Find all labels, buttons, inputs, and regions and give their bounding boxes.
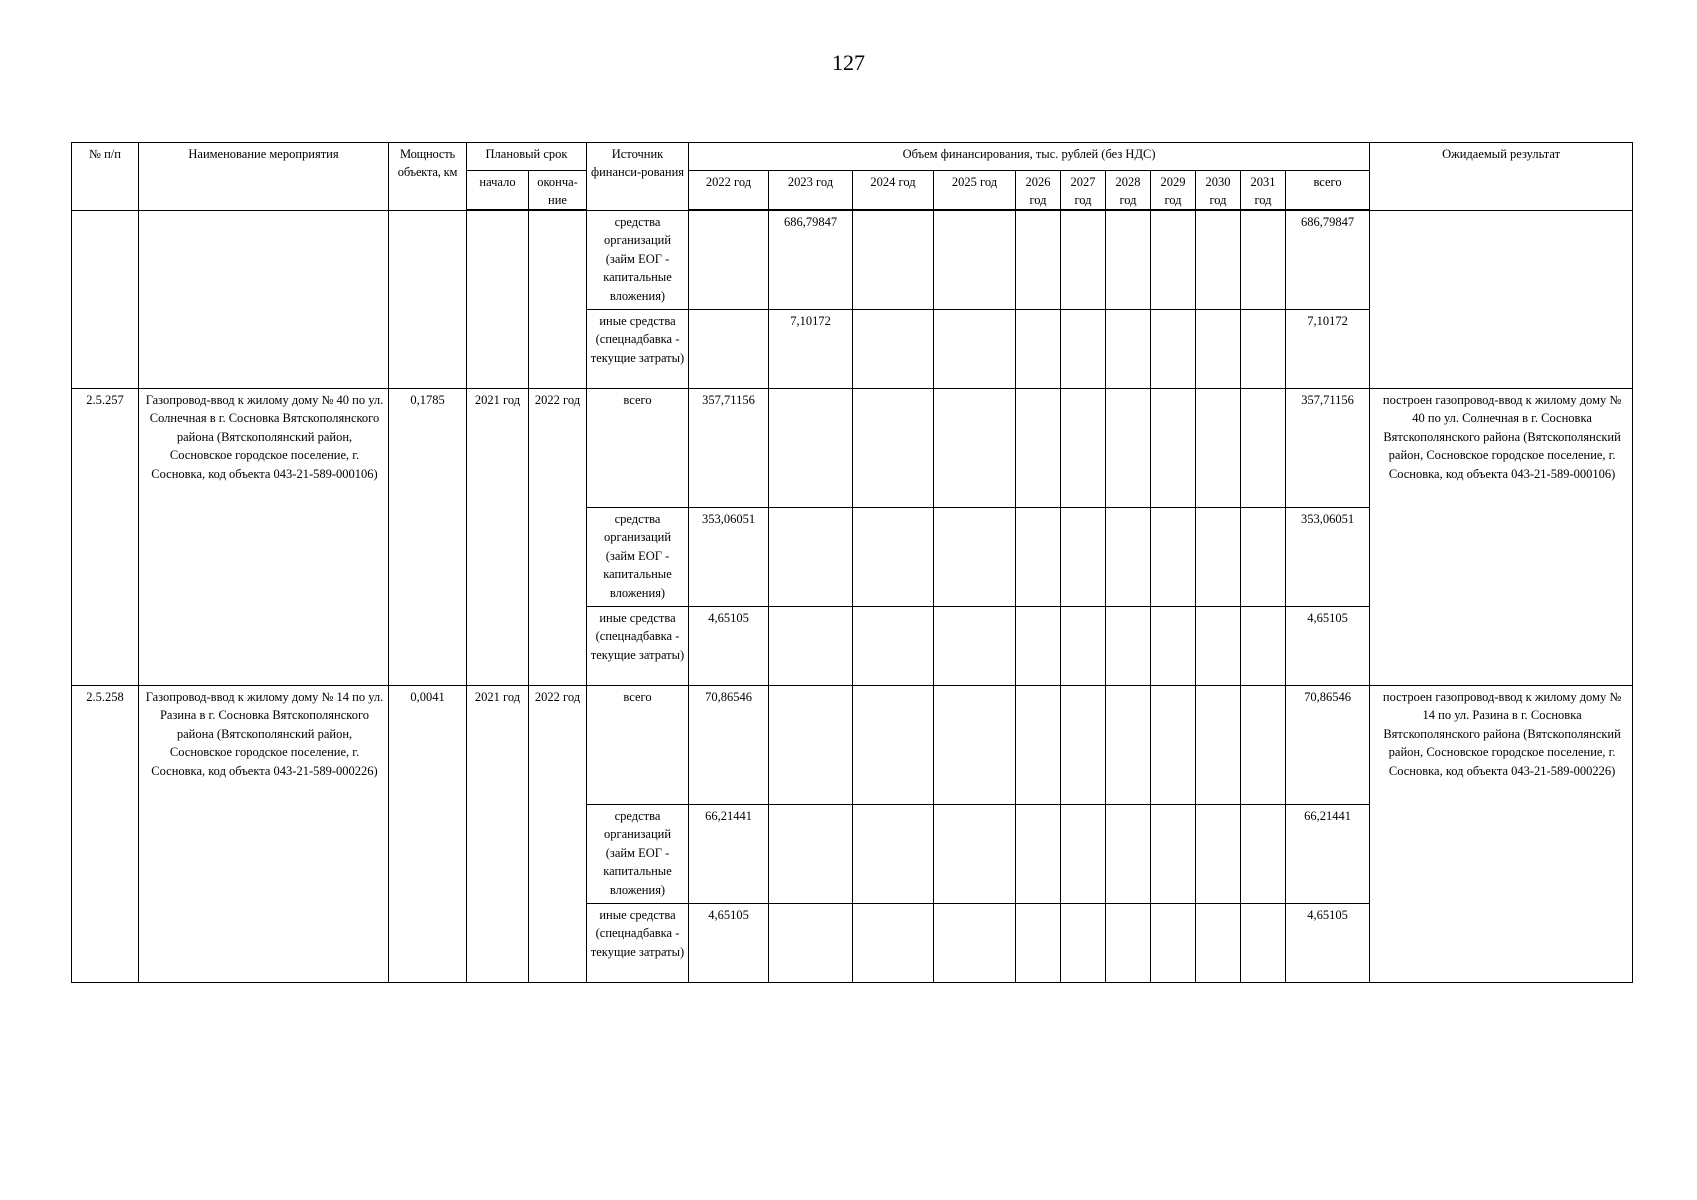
cell-name bbox=[139, 210, 389, 388]
cell-source: средства организаций (займ ЕОГ - капитальные вложения) bbox=[587, 210, 689, 309]
table-row bbox=[72, 388, 1633, 507]
cell-result bbox=[1370, 210, 1633, 388]
cell-value bbox=[1241, 606, 1286, 685]
cell-value: 4,65105 bbox=[689, 903, 769, 982]
cell-value: 686,79847 bbox=[769, 210, 853, 309]
cell-num bbox=[72, 210, 139, 388]
cell-value bbox=[1061, 388, 1106, 507]
cell-value bbox=[1106, 685, 1151, 804]
cell-value bbox=[1106, 210, 1151, 309]
financing-table bbox=[71, 142, 1633, 983]
cell-source: средства организаций (займ ЕОГ - капитальные вложения) bbox=[587, 507, 689, 606]
header-year: 2030 год bbox=[1196, 171, 1241, 211]
cell-value bbox=[1061, 804, 1106, 903]
cell-value bbox=[1061, 903, 1106, 982]
cell-capacity: 0,1785 bbox=[389, 388, 467, 685]
cell-value bbox=[853, 804, 934, 903]
cell-value bbox=[1241, 388, 1286, 507]
cell-value: 357,71156 bbox=[689, 388, 769, 507]
cell-value bbox=[1241, 685, 1286, 804]
cell-value bbox=[689, 210, 769, 309]
cell-value bbox=[689, 309, 769, 388]
cell-source: иные средства (спецнадбавка - текущие затраты) bbox=[587, 903, 689, 982]
cell-value bbox=[853, 685, 934, 804]
header-name: Наименование мероприятия bbox=[139, 143, 389, 211]
cell-value bbox=[934, 210, 1016, 309]
cell-value bbox=[1196, 804, 1241, 903]
cell-value bbox=[853, 210, 934, 309]
cell-value bbox=[1106, 606, 1151, 685]
cell-value bbox=[934, 804, 1016, 903]
cell-value bbox=[1196, 903, 1241, 982]
cell-value bbox=[1196, 507, 1241, 606]
cell-source: средства организаций (займ ЕОГ - капитальные вложения) bbox=[587, 804, 689, 903]
header-year: 2024 год bbox=[853, 171, 934, 211]
cell-source: всего bbox=[587, 388, 689, 507]
cell-total: 353,06051 bbox=[1286, 507, 1370, 606]
cell-value bbox=[934, 388, 1016, 507]
header-funding: Объем финансирования, тыс. рублей (без НДС) bbox=[689, 143, 1370, 171]
cell-source: всего bbox=[587, 685, 689, 804]
cell-value bbox=[1196, 606, 1241, 685]
cell-result: построен газопровод-ввод к жилому дому № 40 по ул. Солнечная в г. Сосновка Вятскополянского района (Вятскополянский район, Сосновское городское поселение, г. Сосновка, код объекта 043-21-589-000106) bbox=[1370, 388, 1633, 685]
cell-total: 66,21441 bbox=[1286, 804, 1370, 903]
cell-result: построен газопровод-ввод к жилому дому № 14 по ул. Разина в г. Сосновка Вятскополянского района (Вятскополянский район, Сосновское городское поселение, г. Сосновка, код объекта 043-21-589-000226) bbox=[1370, 685, 1633, 982]
cell-value bbox=[1151, 507, 1196, 606]
cell-value bbox=[934, 606, 1016, 685]
cell-name: Газопровод-ввод к жилому дому № 14 по ул. Разина в г. Сосновка Вятскополянского района (Вятскополянский район, Сосновское городское поселение, г. Сосновка, код объекта 043-21-589-000226) bbox=[139, 685, 389, 982]
cell-value bbox=[1016, 309, 1061, 388]
cell-value: 66,21441 bbox=[689, 804, 769, 903]
header-end: оконча-ние bbox=[529, 171, 587, 211]
cell-end: 2022 год bbox=[529, 685, 587, 982]
cell-value bbox=[1241, 903, 1286, 982]
cell-start: 2021 год bbox=[467, 388, 529, 685]
cell-value bbox=[934, 685, 1016, 804]
cell-value bbox=[934, 903, 1016, 982]
cell-source: иные средства (спецнадбавка - текущие затраты) bbox=[587, 309, 689, 388]
cell-value bbox=[1196, 210, 1241, 309]
cell-value bbox=[769, 507, 853, 606]
table-row bbox=[72, 210, 1633, 309]
cell-value bbox=[1151, 606, 1196, 685]
header-num: № п/п bbox=[72, 143, 139, 211]
cell-value bbox=[1106, 903, 1151, 982]
cell-source: иные средства (спецнадбавка - текущие затраты) bbox=[587, 606, 689, 685]
cell-value: 7,10172 bbox=[769, 309, 853, 388]
header-total: всего bbox=[1286, 171, 1370, 211]
cell-value bbox=[1241, 309, 1286, 388]
cell-value: 353,06051 bbox=[689, 507, 769, 606]
cell-total: 4,65105 bbox=[1286, 606, 1370, 685]
header-source: Источник финанси-рования bbox=[587, 143, 689, 211]
cell-value bbox=[853, 507, 934, 606]
cell-total: 7,10172 bbox=[1286, 309, 1370, 388]
header-year: 2031 год bbox=[1241, 171, 1286, 211]
cell-value bbox=[1151, 685, 1196, 804]
cell-value bbox=[1151, 388, 1196, 507]
cell-capacity: 0,0041 bbox=[389, 685, 467, 982]
cell-value bbox=[1061, 210, 1106, 309]
cell-value bbox=[1061, 685, 1106, 804]
cell-name: Газопровод-ввод к жилому дому № 40 по ул. Солнечная в г. Сосновка Вятскополянского района (Вятскополянский район, Сосновское городское поселение, г. Сосновка, код объекта 043-21-589-000106) bbox=[139, 388, 389, 685]
cell-value bbox=[1151, 903, 1196, 982]
cell-value bbox=[1241, 507, 1286, 606]
header-year: 2025 год bbox=[934, 171, 1016, 211]
cell-value bbox=[769, 606, 853, 685]
cell-total: 4,65105 bbox=[1286, 903, 1370, 982]
header-year: 2028 год bbox=[1106, 171, 1151, 211]
cell-total: 70,86546 bbox=[1286, 685, 1370, 804]
header-row-1 bbox=[72, 143, 1633, 171]
cell-value bbox=[1106, 507, 1151, 606]
cell-value: 70,86546 bbox=[689, 685, 769, 804]
cell-value bbox=[769, 685, 853, 804]
header-year: 2026 год bbox=[1016, 171, 1061, 211]
cell-value bbox=[1061, 507, 1106, 606]
cell-value bbox=[1016, 606, 1061, 685]
cell-value bbox=[1061, 309, 1106, 388]
cell-start bbox=[467, 210, 529, 388]
cell-value bbox=[934, 507, 1016, 606]
cell-value bbox=[769, 388, 853, 507]
cell-capacity bbox=[389, 210, 467, 388]
header-year: 2023 год bbox=[769, 171, 853, 211]
cell-start: 2021 год bbox=[467, 685, 529, 982]
header-capacity: Мощность объекта, км bbox=[389, 143, 467, 211]
cell-value bbox=[1241, 210, 1286, 309]
cell-value bbox=[853, 903, 934, 982]
cell-value bbox=[1196, 685, 1241, 804]
cell-value bbox=[1196, 309, 1241, 388]
cell-end: 2022 год bbox=[529, 388, 587, 685]
cell-value bbox=[1016, 685, 1061, 804]
cell-value bbox=[853, 309, 934, 388]
cell-value bbox=[1151, 210, 1196, 309]
cell-total: 686,79847 bbox=[1286, 210, 1370, 309]
cell-value bbox=[1196, 388, 1241, 507]
cell-value bbox=[1106, 388, 1151, 507]
cell-value bbox=[1151, 804, 1196, 903]
cell-value bbox=[1016, 507, 1061, 606]
cell-value bbox=[853, 606, 934, 685]
header-planned-term: Плановый срок bbox=[467, 143, 587, 171]
cell-value bbox=[934, 309, 1016, 388]
cell-end bbox=[529, 210, 587, 388]
header-start: начало bbox=[467, 171, 529, 211]
cell-value bbox=[1106, 309, 1151, 388]
cell-value bbox=[1241, 804, 1286, 903]
cell-value: 4,65105 bbox=[689, 606, 769, 685]
cell-value bbox=[1151, 309, 1196, 388]
cell-value bbox=[1016, 210, 1061, 309]
cell-value bbox=[1016, 804, 1061, 903]
table-row bbox=[72, 685, 1633, 804]
cell-value bbox=[853, 388, 934, 507]
cell-value bbox=[1016, 388, 1061, 507]
cell-value bbox=[1106, 804, 1151, 903]
page-number: 127 bbox=[832, 50, 865, 75]
cell-total: 357,71156 bbox=[1286, 388, 1370, 507]
header-year: 2029 год bbox=[1151, 171, 1196, 211]
cell-num: 2.5.257 bbox=[72, 388, 139, 685]
cell-value bbox=[769, 903, 853, 982]
cell-value bbox=[769, 804, 853, 903]
header-year: 2022 год bbox=[689, 171, 769, 211]
cell-value bbox=[1061, 606, 1106, 685]
header-year: 2027 год bbox=[1061, 171, 1106, 211]
header-result: Ожидаемый результат bbox=[1370, 143, 1633, 211]
cell-num: 2.5.258 bbox=[72, 685, 139, 982]
cell-value bbox=[1016, 903, 1061, 982]
